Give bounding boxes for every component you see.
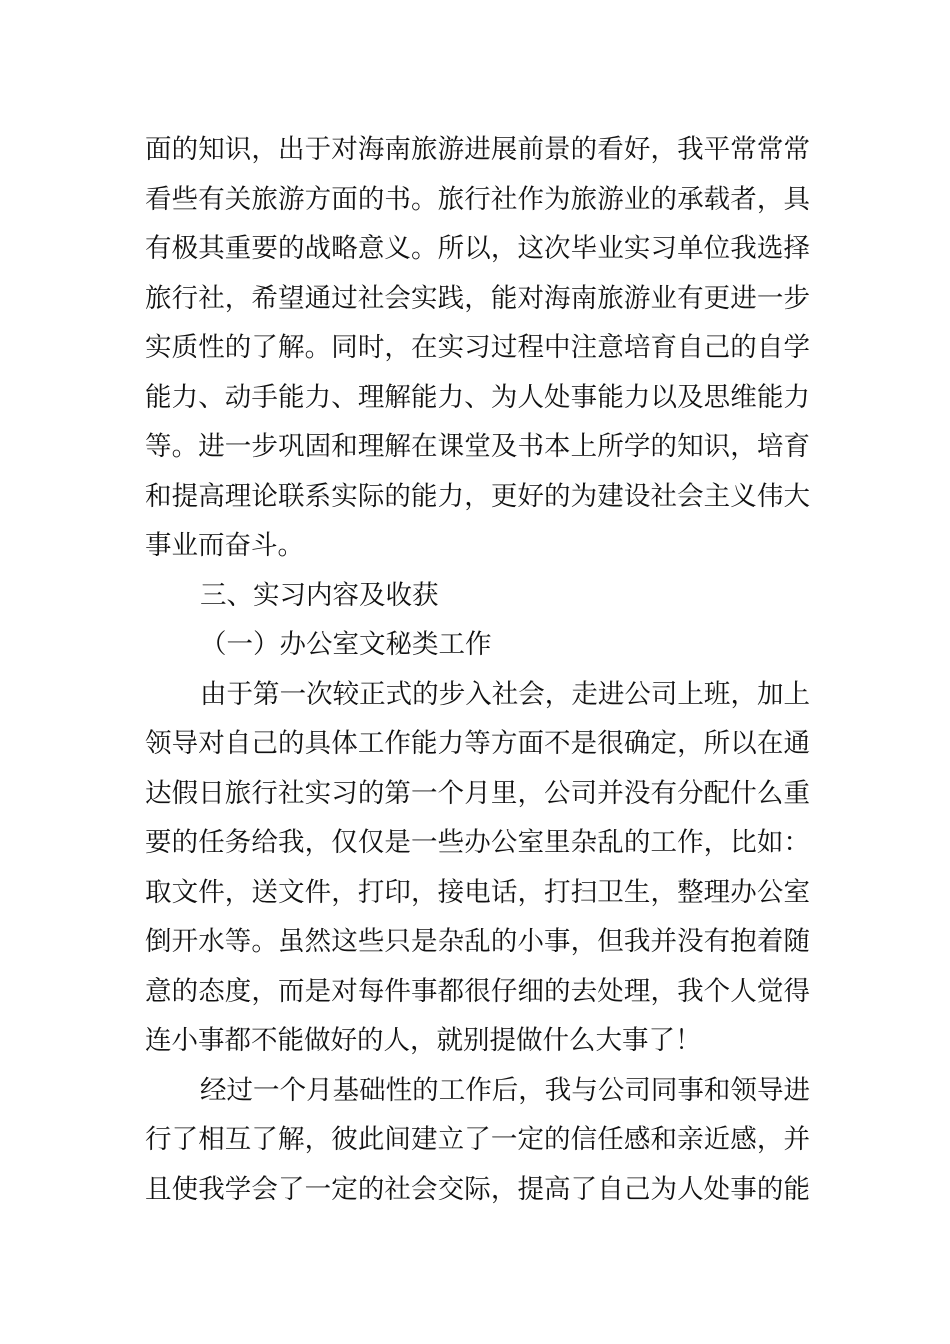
- text-line-15: 要的任务给我，仅仅是一些办公室里杂乱的工作，比如：: [145, 827, 810, 858]
- text-line-20: 经过一个月基础性的工作后，我与公司同事和领导进: [200, 1074, 810, 1106]
- text-line-7: 等。进一步巩固和理解在课堂及书本上所学的知识，培育: [145, 431, 810, 462]
- text-line-1: 面的知识，出于对海南旅游进展前景的看好，我平常常常: [145, 134, 810, 165]
- text-line-3: 有极其重要的战略意义。所以，这次毕业实习单位我选择: [145, 233, 810, 264]
- text-line-19: 连小事都不能做好的人，就别提做什么大事了！: [145, 1025, 702, 1056]
- text-line-14: 达假日旅行社实习的第一个月里，公司并没有分配什么重: [145, 777, 810, 809]
- text-line-13: 领导对自己的具体工作能力等方面不是很确定，所以在通: [145, 728, 810, 759]
- text-line-22: 且使我学会了一定的社会交际，提高了自己为人处事的能: [145, 1173, 810, 1205]
- text-line-9: 事业而奋斗。: [145, 530, 304, 561]
- text-line-12: 由于第一次较正式的步入社会，走进公司上班，加上: [200, 678, 810, 710]
- text-line-8: 和提高理论联系实际的能力，更好的为建设社会主义伟大: [145, 480, 810, 512]
- text-line-5: 实质性的了解。同时，在实习过程中注意培育自己的自学: [145, 332, 810, 363]
- section-heading: 三、实习内容及收获: [200, 579, 439, 611]
- text-line-21: 行了相互了解，彼此间建立了一定的信任感和亲近感，并: [145, 1124, 810, 1155]
- text-line-4: 旅行社，希望通过社会实践，能对海南旅游业有更进一步: [145, 282, 810, 314]
- text-line-17: 倒开水等。虽然这些只是杂乱的小事，但我并没有抱着随: [145, 926, 810, 957]
- document-body: [145, 125, 810, 1214]
- subsection-heading: （一）办公室文秘类工作: [200, 629, 492, 660]
- text-line-6: 能力、动手能力、理解能力、为人处事能力以及思维能力: [145, 381, 810, 413]
- text-line-16: 取文件，送文件，打印，接电话，打扫卫生，整理办公室: [145, 876, 810, 908]
- text-line-18: 意的态度，而是对每件事都很仔细的去处理，我个人觉得: [145, 975, 810, 1007]
- text-line-2: 看些有关旅游方面的书。旅行社作为旅游业的承载者，具: [145, 183, 810, 215]
